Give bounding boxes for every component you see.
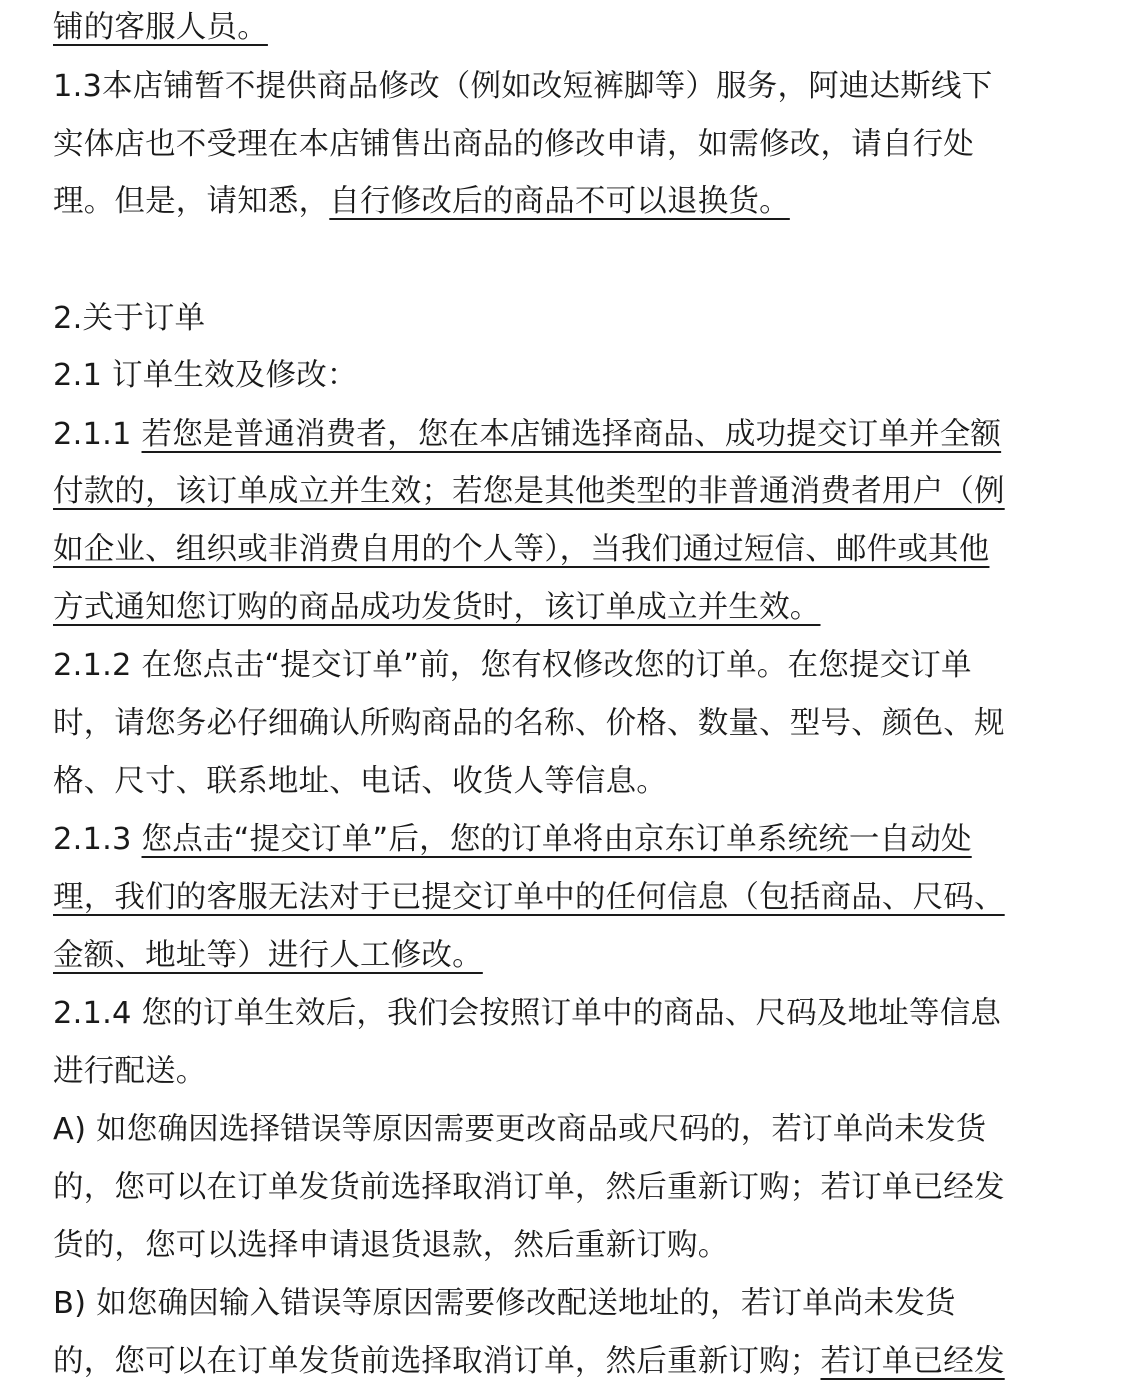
- text-line: 1.3本店铺暂不提供商品修改（例如改短裤脚等）服务，阿迪达斯线下: [53, 69, 993, 104]
- text-line: 的，您可以在订单发货前选择取消订单，然后重新订购；若订单已经发: [53, 1170, 1005, 1205]
- text-line: A) 如您确因选择错误等原因需要更改商品或尺码的，若订单尚未发货: [53, 1112, 987, 1147]
- text-line: 金额、地址等）进行人工修改。: [53, 938, 483, 973]
- text-line: 理。但是，请知悉，自行修改后的商品不可以退换货。: [53, 184, 790, 219]
- subsection-heading: 2.1 订单生效及修改：: [53, 358, 358, 393]
- text-line: B) 如您确因输入错误等原因需要修改配送地址的，若订单尚未发货: [53, 1286, 956, 1321]
- text-line: 实体店也不受理在本店铺售出商品的修改申请，如需修改，请自行处: [53, 127, 974, 162]
- text-line: 2.1.1 若您是普通消费者，您在本店铺选择商品、成功提交订单并全额: [53, 417, 1002, 452]
- section-heading: 2.关于订单: [53, 301, 206, 336]
- text-line: 理，我们的客服无法对于已提交订单中的任何信息（包括商品、尺码、: [53, 880, 1005, 915]
- text-line: 时，请您务必仔细确认所购商品的名称、价格、数量、型号、颜色、规: [53, 706, 1005, 741]
- text-line: 2.1.3 您点击“提交订单”后，您的订单将由京东订单系统统一自动处: [53, 822, 972, 857]
- text-line: 2.1.4 您的订单生效后，我们会按照订单中的商品、尺码及地址等信息: [53, 996, 1002, 1031]
- text-line: 格、尺寸、联系地址、电话、收货人等信息。: [53, 764, 667, 799]
- text-line: 方式通知您订购的商品成功发货时，该订单成立并生效。: [53, 590, 821, 625]
- text-line: 进行配送。: [53, 1054, 207, 1089]
- text-line: 的，您可以在订单发货前选择取消订单，然后重新订购；若订单已经发: [53, 1344, 1005, 1379]
- text-line: 铺的客服人员。: [53, 10, 268, 45]
- text-line: 2.1.2 在您点击“提交订单”前，您有权修改您的订单。在您提交订单: [53, 648, 972, 683]
- text-line: 货的，您可以选择申请退货退款，然后重新订购。: [53, 1228, 729, 1263]
- text-line: 付款的，该订单成立并生效；若您是其他类型的非普通消费者用户（例: [53, 474, 1005, 509]
- text-line: 如企业、组织或非消费自用的个人等），当我们通过短信、邮件或其他: [53, 532, 990, 567]
